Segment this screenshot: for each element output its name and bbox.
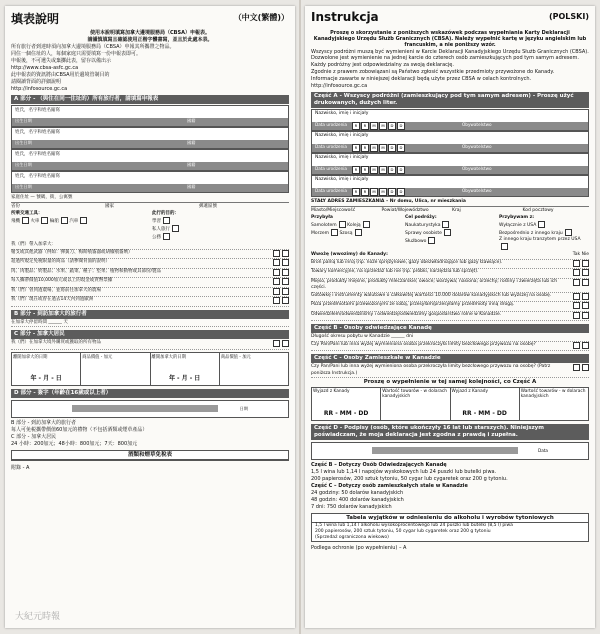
arrival-purpose-row: [311, 215, 589, 251]
traveller-label: 姓氏，名字和姓名縮寫: [15, 130, 60, 135]
city-row: [11, 204, 289, 210]
exemption-title: Tabela wyjątków w odniesieniu do alkoholu i wyrobów tytoniowych: [312, 514, 588, 523]
yes-label: Tak: [572, 252, 581, 257]
birth-label: Data urodzenia: [315, 122, 347, 127]
intro-line: http://www.cbsa-asfc.gc.ca: [11, 65, 79, 71]
footer-label: Podlega ochronie (po wypełnieniu) – A: [311, 545, 407, 551]
yes-box[interactable]: [573, 312, 580, 319]
birth-label: Data urodzenia: [315, 188, 347, 193]
table-cell: Wyjazd z Kanady RR - MM - DD: [451, 388, 520, 420]
traveller-row: [311, 131, 589, 153]
intro-line: Wszyscy podróżni muszą być wymienieni w Karcie Deklaracji Kanadyjskiego Urzędu Służb Granicznych (CBSA). Dozwolone jest wymienienie na jednej karcie do czterech osób zamieszkujących pod tym samym adresem.: [311, 49, 589, 61]
city-label: 省份: [11, 204, 20, 209]
no-box[interactable]: [582, 269, 589, 276]
right-title: Instrukcja: [311, 10, 379, 24]
checkbox[interactable]: [538, 221, 545, 228]
no-box[interactable]: [582, 260, 589, 267]
travel-option: 輪船: [49, 219, 59, 224]
intro-line: Zgodnie z prawem zobowiązani są Państwo zgłosić wszystkie przedmioty przywożone do Kanady.: [311, 69, 555, 75]
table-cell: Wartość towarów - w dolarach kanadyjskich: [520, 389, 586, 399]
yes-box[interactable]: [573, 364, 580, 371]
birth-label: 出生日期: [15, 184, 32, 189]
citizen-label: Obywatelstwo: [462, 188, 492, 193]
citizen-label: 國籍: [187, 140, 196, 145]
intro-line: Informacje zawarte w niniejszej deklaracji będą użyte przez CBSA w celach kontrolnych.: [311, 76, 532, 82]
traveller-label: 姓氏，名字和姓名縮寫: [15, 152, 60, 157]
checkbox[interactable]: [355, 229, 362, 236]
date-label: Data: [538, 448, 548, 453]
traveller-row: [11, 171, 289, 193]
travel-option: 汽車: [69, 219, 79, 224]
question-line: Odwiedziłem/odwiedziliśmy i odwiedzę/odwiedzimy gospodarstwo rolne w Kanadzie.: [311, 312, 589, 322]
note-line: 200 papierosów, 200 sztuk tytoniu, 50 cygar lub cygaretek oraz 200 g tytoniu.: [311, 476, 508, 482]
question-line: Gotówkę i instrumenty walutowe o całkowitej wartości 10.000 dolarów kanadyjskich lub wyższej na osobę.: [311, 293, 589, 303]
part-b-question: Czy Pan/Pani lub inna wyżej wymieniona osoba przekroczyła limity bezcłowego przywozu na osobę?: [311, 342, 589, 352]
yes-box[interactable]: [573, 342, 580, 349]
note-line: Część B – Dotyczy Osób Odwiedzających Kanadę: [311, 462, 447, 468]
watermark: 大紀元時報: [15, 612, 61, 622]
travel-option: 火車: [30, 219, 40, 224]
address-line: STAŁY ADRES ZAMIESZKANIA – Nr domu, Ulica, nr mieszkania: [311, 197, 589, 207]
question-line: 我（們）帶入加拿大：: [11, 242, 289, 250]
citizen-label: Obywatelstwo: [462, 122, 492, 127]
purpose-block: Cel podróży: Naukaturystyka Sprawy osobiste Służbowo: [405, 215, 495, 251]
table-cell: 離開加拿大的日期 年 - 月 - 日: [12, 353, 81, 385]
yes-box[interactable]: [273, 259, 280, 266]
date-cells: R R M M D D: [352, 188, 406, 195]
no-box[interactable]: [282, 269, 289, 276]
part-c-question: 我（們）在加拿大境外購買或獲取的所有物品: [11, 340, 289, 350]
left-page: [5, 6, 295, 628]
part-b-stay: Długość okresu pobytu w Kanadzie ______ dni: [311, 334, 589, 342]
yes-box[interactable]: [573, 302, 580, 309]
travel-purpose-row: [11, 211, 289, 241]
birth-label: Data urodzenia: [315, 144, 347, 149]
signature-box: [311, 442, 589, 460]
intro-line: 請謹慎填寫且確認使用正楷字體書寫，並且於此處本表。: [87, 37, 213, 43]
left-title: 填表說明: [11, 12, 60, 26]
no-box[interactable]: [582, 302, 589, 309]
goods-table: [311, 387, 589, 421]
signature-box: [11, 400, 289, 418]
checkbox[interactable]: [444, 229, 451, 236]
arrival-block: Przybyła Samolotem Koleją Morzem Szosą: [311, 215, 401, 251]
question-line: 我（們）現在或曾在過去14天內到過歐洲: [11, 297, 289, 307]
no-box[interactable]: [282, 288, 289, 295]
traveller-label: Nazwisko, imię i inicjały: [315, 177, 369, 182]
part-a-header: A 部分 - （與住在同一住址的）所有旅行者，請填寫申報表: [11, 95, 289, 104]
intro-line: 此申報表的資訊將由CBSA用於邊境管制目的: [11, 72, 110, 78]
yes-box[interactable]: [573, 293, 580, 300]
address-line: 家庭住址 — 號碼，街，公寓號: [11, 193, 289, 203]
city-label: Miasto/Miejscowość: [311, 208, 356, 213]
no-box[interactable]: [282, 340, 289, 347]
exemption-row: (Sprzedaż ograniczona wiekowo): [315, 535, 389, 540]
table-title: Proszę o wypełnienie w tej samej kolejności, co Część A: [363, 379, 537, 385]
traveller-row: [311, 175, 589, 197]
part-d-header: D 部分 - 簽字（年齡在16歲或以上者）: [11, 389, 289, 398]
no-box[interactable]: [282, 259, 289, 266]
note-line: 24 小時：200加元；48小時：800加元；7天：800加元: [11, 440, 138, 447]
birth-label: 出生日期: [15, 118, 32, 123]
birth-label: 出生日期: [15, 140, 32, 145]
note-line: B 部分 - 到訪加拿大的旅行者: [11, 419, 77, 426]
footer-label: 附錄 - A: [11, 464, 30, 471]
purpose-block: [152, 211, 289, 241]
yes-box[interactable]: [273, 250, 280, 257]
city-label: Powiat/Województwo: [381, 208, 429, 213]
note-line: 24 godziny: 50 dolarów kanadyjskich: [311, 490, 404, 496]
no-label: Nie: [581, 252, 589, 257]
citizen-label: 國籍: [187, 118, 196, 123]
exemption-title: 酒類和煙草免稅表: [12, 451, 288, 460]
part-c-header: C 部分 - 加拿大居民: [11, 330, 289, 339]
date-label: 日期: [239, 405, 248, 411]
part-b-header: B 部分 - 到訪加拿大的旅行者: [11, 310, 289, 319]
part-c-question: Czy Pan/Pani lub inna wyżej wymieniona osoba przekroczyła limity bezcłowego przywozu na osobę? (Patrz poniższa Instrukcja.): [311, 364, 589, 378]
birth-label: Data urodzenia: [315, 166, 347, 171]
exemption-table: [11, 450, 289, 461]
traveller-row: [11, 105, 289, 127]
traveller-row: [11, 127, 289, 149]
intro-link: http://infosource.gc.ca: [311, 83, 368, 89]
checkbox[interactable]: [172, 225, 179, 232]
no-box[interactable]: [582, 364, 589, 371]
yes-box[interactable]: [273, 278, 280, 285]
traveller-label: Nazwisko, imię i inicjały: [315, 111, 369, 116]
question-line: 肉、肉製品；奶製品；水果、蔬菜、種子；堅果；植物和動物或其部份/製品: [11, 269, 289, 279]
date-cells: R R M M D D: [352, 122, 406, 129]
intro-link: http://infosource.gc.ca: [11, 86, 68, 92]
city-row: [311, 208, 589, 214]
part-b-question: 在加拿大停留時間 ______ 天: [11, 320, 289, 328]
checkbox[interactable]: [428, 237, 435, 244]
page-fold: [299, 0, 301, 634]
purpose-label: 此行的目的：: [152, 211, 179, 216]
yes-box[interactable]: [573, 260, 580, 267]
note-line: C 部分 - 加拿大居民: [11, 433, 57, 440]
arrival-label: Przybyła: [311, 215, 333, 220]
note-line: Część C – Dotyczy osób zamieszkałych stale w Kanadzie: [311, 483, 468, 489]
right-language: (POLSKI): [548, 12, 589, 21]
birth-label: 出生日期: [15, 162, 32, 167]
checkbox[interactable]: [363, 221, 370, 228]
from-label: Przybywam z:: [499, 215, 535, 220]
citizen-label: Obywatelstwo: [462, 144, 492, 149]
part-d-header: Część D - Podpisy (osób, które ukończyły 16 lat lub starszych). Niniejszym poświadczam, że moja deklaracja jest zgodna z prawdą i zupełna.: [311, 424, 589, 440]
question-line: 每人攜帶價值10,000加元或以上的現金或貨幣票據: [11, 278, 289, 288]
city-label: Kod pocztowy: [522, 208, 554, 213]
traveller-label: 姓氏，名字和姓名縮寫: [15, 108, 60, 113]
travel-label: 所乘交通工具：: [11, 211, 43, 216]
no-box[interactable]: [582, 279, 589, 286]
checkbox[interactable]: [163, 233, 170, 240]
traveller-row: [311, 109, 589, 131]
table-cell: Wyjazd z Kanady RR - MM - DD: [312, 388, 381, 420]
table-cell: 商品價值 - 加元: [81, 353, 150, 385]
intro-line: 請閱讀背面的詳細說明: [11, 79, 62, 85]
traveller-label: 姓氏，名字和姓名縮寫: [15, 174, 60, 179]
right-header: [311, 10, 589, 28]
date-cells: R R M M D D: [352, 144, 406, 151]
checkbox[interactable]: [331, 229, 338, 236]
question-line: Poza przedmiotami przewożonymi ze sobą, przesyłam/przesyłamy przedmioty inną drogą.: [311, 302, 589, 312]
exemption-table: [311, 513, 589, 542]
note-line: 48 godzin: 400 dolarów kanadyjskich: [311, 497, 404, 503]
no-box[interactable]: [282, 297, 289, 304]
yes-box[interactable]: [573, 269, 580, 276]
date-cells: R R M M D D: [352, 166, 406, 173]
no-box[interactable]: [582, 312, 589, 319]
no-box[interactable]: [582, 342, 589, 349]
exemption-row: 200 papierosów, 200 sztuk tytoniu, 50 cygar lub cygaretek oraz 200 g tytoniu: [315, 529, 491, 534]
table-cell: 離開加拿大的日期 年 - 月 - 日: [151, 353, 220, 385]
yes-box[interactable]: [273, 269, 280, 276]
table-cell: 商品價值 - 加元: [220, 354, 251, 360]
city-label: 國家: [105, 204, 114, 209]
note-line: 1,5 l wina lub 1,14 l napojów wyskokowych lub 24 puszki lub butelki piwa.: [311, 469, 497, 475]
right-page: [305, 6, 595, 628]
purpose-label: Cel podróży:: [405, 215, 437, 220]
travel-block: [11, 211, 148, 241]
intro-line: Każdy podróżny jest odpowiedzialny za swoją deklarację.: [311, 62, 454, 68]
checkbox[interactable]: [41, 217, 48, 224]
left-language: （中文(繁體)）: [233, 13, 289, 22]
intro-bold: Proszę o skorzystanie z poniższych wskazówek podczas wypełniania Karty Deklaracji Kanadyjskiego Urzędu Służb Granicznych (CBSA). Należy wypełnić kartę w języku angielskim lub francuskim, a nie poniższy wzór.: [313, 30, 587, 48]
note-line: 每人可免税攜帶價值60加元的禮物（不包括酒類或煙草產品）: [11, 426, 148, 433]
part-a-header: Część A - Wszyscy podróżni (zamieszkujący pod tym samym adresem) - Proszę użyć drukowanych, dużych liter.: [311, 92, 589, 108]
purpose-option: 學習: [152, 219, 161, 224]
exemption-row: 1,5 l wina lub 1,14 l alkoholu wysokoprocentowego lub 24 puszki lub butelki (8,5 l) piwa: [315, 523, 513, 528]
note-line: 7 dni: 750 dolarów kanadyjskich: [311, 504, 392, 510]
intro-line: 同住一個住址的人，每個家庭只需要填寫一份申報表即可。: [11, 51, 142, 57]
checkbox[interactable]: [339, 221, 346, 228]
yes-box[interactable]: [573, 279, 580, 286]
question-line: 超過所規定免稅限量的商品（請參閱背面的說明）: [11, 259, 289, 269]
question-line: Wwożę (wwozimy) do Kanady: Tak Nie: [311, 252, 589, 260]
yes-box[interactable]: [273, 297, 280, 304]
question-line: 我（們）曾到過農場，並將前往加拿大的農場: [11, 288, 289, 298]
no-box[interactable]: [582, 293, 589, 300]
no-box[interactable]: [282, 250, 289, 257]
citizen-label: 國籍: [187, 184, 196, 189]
city-label: Kraj: [452, 208, 461, 213]
citizen-label: Obywatelstwo: [462, 166, 492, 171]
part-b-header: Część B - Osoby odwiedzające Kanadę: [311, 324, 589, 333]
question-line: Broń palną lub inną (np. noże sprężynowe, gazy obezwładniające lub gazy łzawiące).: [311, 260, 589, 270]
no-box[interactable]: [282, 278, 289, 285]
checkbox[interactable]: [61, 217, 68, 224]
intro-line: 使用本說明填寫加拿大邊境服務局（CBSA）申報表。: [90, 30, 210, 36]
question-line: Mięso, produkty mięsne, produkty mleczarskie; owoce; warzywa; nasiona; orzechy; rośliny i zwierzęta lub ich części.: [311, 279, 589, 293]
question-line: 槍支或其他武器（例如：彈簧刀、梅斯噴霧器或胡椒噴霧劑）: [11, 250, 289, 260]
checkbox[interactable]: [80, 217, 87, 224]
traveller-row: [11, 149, 289, 171]
checkbox[interactable]: [22, 217, 29, 224]
intro-line: 所有旅行者到達時須向加拿大邊境服務局（CBSA）申報其所攜帶之物品。: [11, 44, 175, 50]
left-header: [11, 10, 289, 28]
checkbox[interactable]: [501, 243, 508, 250]
traveller-row: [311, 153, 589, 175]
purpose-option: 公務: [152, 235, 161, 240]
traveller-label: Nazwisko, imię i inicjały: [315, 133, 369, 138]
checkbox[interactable]: [442, 221, 449, 228]
yes-box[interactable]: [273, 288, 280, 295]
citizen-label: 國籍: [187, 162, 196, 167]
checkbox[interactable]: [163, 217, 170, 224]
table-cell: Wartość towarów - w dolarach kanadyjskich: [381, 388, 450, 420]
from-block: Przybywam z: Wyłącznie z USA Bezpośrednio z innego kraju Z innego kraju tranzytem przez USA: [499, 215, 589, 251]
question-line: Towary komercyjne, na sprzedaż lub nie (np. próbki, narzędzia lub sprzęt).: [311, 269, 589, 279]
part-c-header: Część C - Osoby Zamieszkałe w Kanadzie: [311, 354, 589, 363]
travel-option: 飛機: [11, 219, 20, 224]
city-label: 郵遞區號: [199, 204, 217, 209]
purpose-option: 私人旅行: [152, 227, 170, 232]
traveller-label: Nazwisko, imię i inicjały: [315, 155, 369, 160]
intro-line: 申報後，不可遺失或棄擲此表，留存以備出示: [11, 58, 112, 64]
goods-table: [11, 352, 289, 386]
checkbox[interactable]: [565, 229, 572, 236]
yes-box[interactable]: [273, 340, 280, 347]
